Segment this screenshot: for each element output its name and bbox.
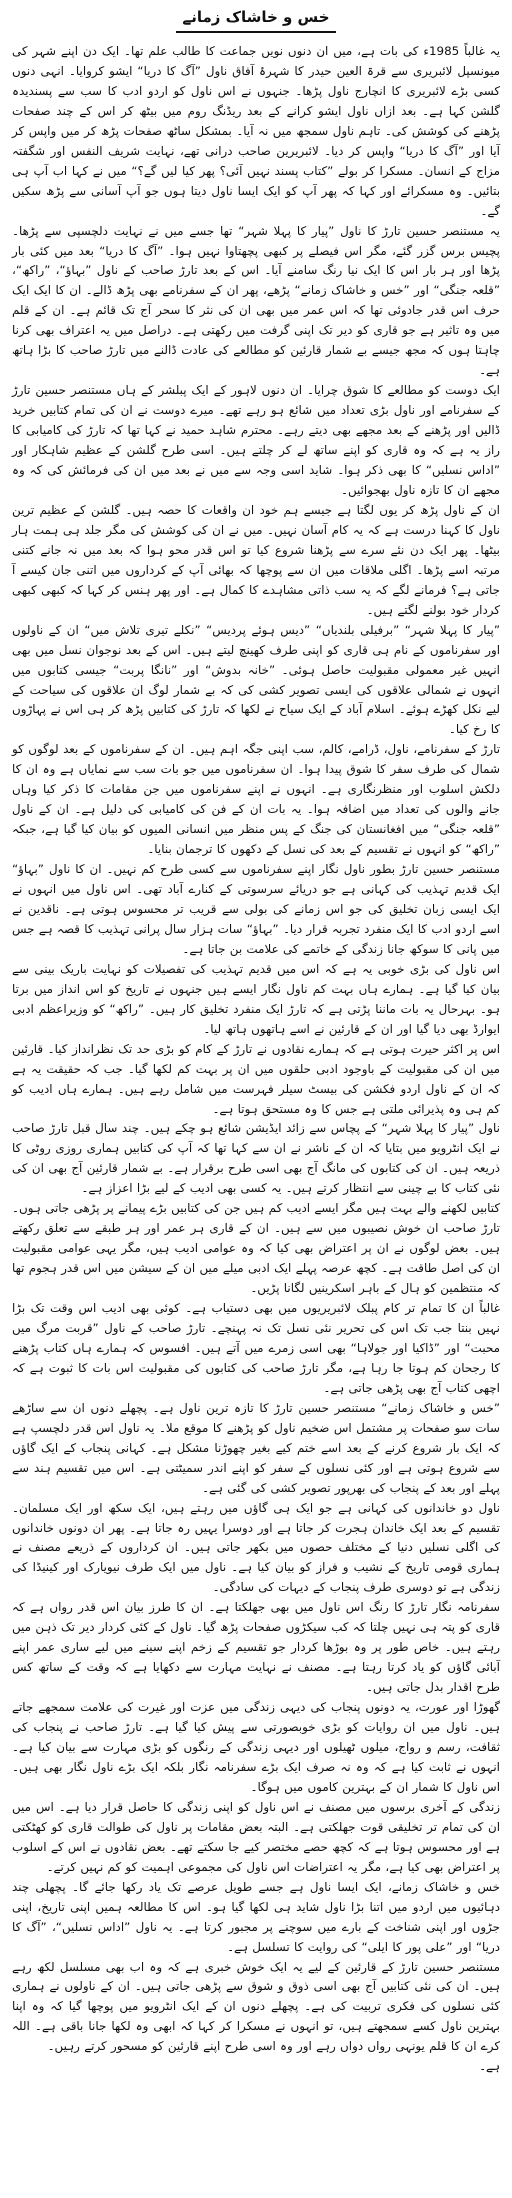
- paragraph: کتابیں لکھنے والے بہت ہیں مگر ایسے ادیب کم ہیں جن کی کتابیں بڑے پیمانے پر پڑھی جاتی ہوں۔ تارڑ صاحب ان خوش نصیبوں میں سے ہیں۔ ان کے قاری ہر عمر اور ہر طبقے سے تعلق رکھتے ہیں۔ بعض لوگوں نے ان پر اعتراض بھی کیا کہ وہ عوامی ادیب ہیں، مگر یہی عوامی مقبولیت ان کی اصل طاقت ہے۔ کچھ عرصہ پہلے ایک ادبی میلے میں ان کے سیشن میں اس قدر ہجوم تھا کہ منتظمین کو ہال کے باہر اسکرینیں لگانا پڑیں۔: [12, 1201, 500, 1296]
- paragraph: یہ مستنصر حسین تارڑ کا ناول ”پیار کا پہلا شہر“ تھا جسے میں نے نہایت دلچسپی سے پڑھا۔ پچیس برس گزر گئے، مگر اس فیصلے پر کبھی پچھتاوا نہیں ہوا۔ ”آگ کا دریا“ بعد میں کئی بار پڑھا اور ہر بار اس کا ایک نیا رنگ سامنے آیا۔ اس کے بعد تارڑ صاحب کے ناول ”بہاؤ“، ”راکھ“، ”قلعہ جنگی“ اور ”خس و خاشاک زمانے“ پڑھے، پھر ان کے سفرنامے بھی پڑھ ڈالے۔ ان کا ایک ایک حرف اس قدر جادوئی تھا کہ اس عمر میں بھی ان کی نثر کا سحر آج تک قائم ہے۔ ان کے قلم میں وہ تاثیر ہے جو قاری کو دیر تک اپنی گرفت میں رکھتی ہے۔ دراصل میں یہ اعتراف بھی کرنا چاہتا ہوں کہ مجھ جیسے بے شمار قارئین کو مطالعے کی عادت ڈالنے میں تارڑ صاحب کا بڑا ہاتھ ہے۔: [12, 223, 500, 378]
- paragraph: سفرنامہ نگار تارڑ کا رنگ اس ناول میں بھی جھلکتا ہے۔ ان کا طرز بیان اس قدر رواں ہے کہ قاری کو پتہ ہی نہیں چلتا کہ کب سیکڑوں صفحات پڑھ گیا۔ ناول کے کئی کردار دیر تک ذہن میں رہتے ہیں۔ خاص طور پر وہ بوڑھا کردار جو تقسیم کے زخم اپنے سینے میں لیے ساری عمر اپنے آبائی گاؤں کو یاد کرتا رہتا ہے۔ مصنف نے نہایت مہارت سے دکھایا ہے کہ وقت کے ساتھ کس طرح اقدار بدل جاتی ہیں۔: [12, 1600, 500, 1695]
- article-body: [12, 42, 500, 2077]
- paragraph: گھوڑا اور عورت، یہ دونوں پنجاب کی دیہی زندگی میں عزت اور غیرت کی علامت سمجھے جاتے ہیں۔ ناول میں ان روایات کو بڑی خوبصورتی سے پیش کیا گیا ہے۔ تارڑ صاحب نے پنجاب کی ثقافت، رسم و رواج، میلوں ٹھیلوں اور دیہی زندگی کے رنگوں کو بڑی مہارت سے بیان کیا ہے۔ انہوں نے ثابت کیا ہے کہ وہ نہ صرف ایک بڑے سفرنامہ نگار بلکہ ایک بڑے ناول نگار بھی ہیں۔ اس ناول کا شمار ان کے بہترین کاموں میں ہوگا۔: [12, 1700, 500, 1794]
- paragraph: ناول دو خاندانوں کی کہانی ہے جو ایک ہی گاؤں میں رہتے ہیں، ایک سکھ اور ایک مسلمان۔ تقسیم کے بعد ایک خاندان ہجرت کر جاتا ہے اور دوسرا یہیں رہ جاتا ہے۔ پھر ان دونوں خاندانوں کی اگلی نسلیں دنیا کے مختلف حصوں میں بکھر جاتی ہیں۔ ان کرداروں کے ذریعے مصنف نے ہماری قومی تاریخ کے نشیب و فراز کو بیان کیا ہے۔ ناول میں ایک طرف نیویارک اور کینیڈا کی زندگی ہے تو دوسری طرف پنجاب کے دیہات کی سادگی۔: [12, 1500, 500, 1595]
- paragraph: اس پر اکثر حیرت ہوتی ہے کہ ہمارے نقادوں نے تارڑ کے کام کو بڑی حد تک نظرانداز کیا۔ قارئین میں ان کی مقبولیت کے باوجود ادبی حلقوں میں ان پر بہت کم لکھا گیا۔ جب کہ حقیقت یہ ہے کہ ان کے ناول اردو فکشن کی بیسٹ سیلر فہرست میں شامل رہے ہیں۔ ہمارے ہاں ادیب کو کم ہی وہ پذیرائی ملتی ہے جس کا وہ مستحق ہوتا ہے۔: [12, 1041, 500, 1116]
- column-headline: خس و خاشاک زمانے: [176, 6, 335, 33]
- closing-line: ہے۔: [479, 2059, 500, 2074]
- paragraph: غالباً ان کا تمام تر کام پبلک لائبریریوں میں بھی دستیاب ہے۔ کوئی بھی ادیب اس وقت تک بڑا نہیں بنتا جب تک اس کی تحریر نئی نسل تک نہ پہنچے۔ تارڑ صاحب کے ناول ”قربت مرگ میں محبت“ اور ”ڈاکیا اور جولاہا“ بھی اسی زمرے میں آتے ہیں۔ افسوس کہ ہمارے ہاں کتاب پڑھنے کا رجحان کم ہوتا جا رہا ہے، مگر تارڑ صاحب کی کتابوں کی مقبولیت اس بات کا ثبوت ہے کہ اچھی کتاب آج بھی پڑھی جاتی ہے۔: [12, 1301, 500, 1395]
- paragraph: اس ناول کی بڑی خوبی یہ ہے کہ اس میں قدیم تہذیب کی تفصیلات کو نہایت باریک بینی سے بیان کیا گیا ہے۔ ہمارے ہاں بہت کم ناول نگار ایسے ہیں جنہوں نے تاریخ کو اس انداز میں برتا ہو۔ بہرحال یہ بات ماننا پڑتی ہے کہ تارڑ ایک منفرد تخلیق کار ہیں۔ ”راکھ“ کو وزیراعظم ادبی ایوارڈ بھی دیا گیا اور ان کے قارئین نے اسے ہاتھوں ہاتھ لیا۔: [12, 961, 500, 1036]
- paragraph: مستنصر حسین تارڑ بطور ناول نگار اپنے سفرناموں سے کسی طرح کم نہیں۔ ان کا ناول ”بہاؤ“ ایک قدیم تہذیب کی کہانی ہے جو دریائے سرسوتی کے کنارے آباد تھی۔ اس ناول میں انہوں نے ایک ایسی زبان تخلیق کی جو اس زمانے کی بولی سے قریب تر محسوس ہوتی ہے۔ ناقدین نے اسے اردو ادب کا ایک منفرد تجربہ قرار دیا۔ ”بہاؤ“ سات ہزار سال پرانی تہذیب کا قصہ ہے جس میں پانی کا سوکھ جانا زندگی کے خاتمے کی علامت بن جاتا ہے۔: [12, 862, 500, 956]
- paragraph: ناول ”پیار کا پہلا شہر“ کے پچاس سے زائد ایڈیشن شائع ہو چکے ہیں۔ چند سال قبل تارڑ صاحب نے ایک انٹرویو میں بتایا کہ ان کے ناشر نے ان سے کہا تھا کہ آپ کی کتابیں ہماری روزی روٹی کا ذریعہ ہیں۔ ان کی کتابوں کی مانگ آج بھی اسی طرح برقرار ہے۔ بے شمار قارئین آج بھی ان کی نئی کتاب کا بے چینی سے انتظار کرتے ہیں۔ یہ کسی بھی ادیب کے لیے بڑا اعزاز ہے۔: [12, 1121, 500, 1196]
- headline-container: [12, 6, 500, 38]
- paragraph: خس و خاشاک زمانے، ایک ایسا ناول ہے جسے طویل عرصے تک یاد رکھا جائے گا۔ پچھلی چند دہائیوں میں اردو میں اتنا بڑا ناول شاید ہی لکھا گیا ہو۔ اس کا مطالعہ ہمیں اپنی تاریخ، اپنی جڑوں اور اپنی شناخت کے بارے میں سوچنے پر مجبور کرتا ہے۔ یہ ناول ”اداس نسلیں“، ”آگ کا دریا“ اور ”علی پور کا ایلی“ کی روایت کا تسلسل ہے۔: [12, 1879, 500, 1954]
- paragraph: مستنصر حسین تارڑ کے قارئین کے لیے یہ ایک خوش خبری ہے کہ وہ اب بھی مسلسل لکھ رہے ہیں۔ ان کی نئی کتابیں آج بھی اسی ذوق و شوق سے پڑھی جاتی ہیں۔ ان کے ناولوں نے ہماری کئی نسلوں کی فکری تربیت کی ہے۔ پچھلے دنوں ان کے ایک انٹرویو میں پوچھا گیا کہ وہ اپنا بہترین ناول کسے سمجھتے ہیں، تو انہوں نے مسکرا کر کہا کہ ابھی وہ لکھا جانا باقی ہے۔ اللہ کرے ان کا قلم یونہی رواں دواں رہے اور وہ اسی طرح اپنے قارئین کو مسحور کرتے رہیں۔: [12, 1959, 500, 2054]
- paragraph: تارڑ کے سفرنامے، ناول، ڈرامے، کالم، سب اپنی جگہ اہم ہیں۔ ان کے سفرناموں کے بعد لوگوں کو شمال کی طرف سفر کا شوق پیدا ہوا۔ ان سفرناموں میں جو بات سب سے نمایاں ہے وہ ان کا دلکش اسلوب اور منظرنگاری ہے۔ انہوں نے اپنے سفرناموں میں جن مقامات کا ذکر کیا وہاں جانے والوں کی تعداد میں اضافہ ہوا۔ یہ بات ان کے فن کی کامیابی کی دلیل ہے۔ ان کے ناول ”قلعہ جنگی“ میں افغانستان کی جنگ کے پس منظر میں انسانی المیوں کو بیان کیا گیا ہے، جبکہ ”راکھ“ کو انہوں نے تقسیم کے بعد کی نسل کے دکھوں کا ترجمان بنایا۔: [12, 742, 500, 857]
- paragraph: ایک دوست کو مطالعے کا شوق چرایا۔ ان دنوں لاہور کے ایک پبلشر کے ہاں مستنصر حسین تارڑ کے سفرنامے اور ناول بڑی تعداد میں شائع ہو رہے تھے۔ میرے دوست نے ان کی تمام کتابیں خرید ڈالیں اور پڑھنے کے بعد مجھے بھی دیتے رہے۔ محترم شاہد حمید نے کہا تھا کہ تارڑ کی کامیابی کا راز یہ ہے کہ وہ قاری کو اپنے ساتھ لے کر چلتے ہیں۔ اسی طرح گلشن کے عظیم شاہکار اور ”اداس نسلیں“ کا بھی ذکر ہوا۔ شاید اسی وجہ سے میں نے بعد میں ان کی فرمائش کی کہ وہ مجھے ان کا تازہ ناول بھجوائیں۔: [12, 383, 500, 497]
- paragraph: ”خس و خاشاک زمانے“ مستنصر حسین تارڑ کا تازہ ترین ناول ہے۔ پچھلے دنوں ان سے ساڑھے سات سو صفحات پر مشتمل اس ضخیم ناول کو پڑھنے کا موقع ملا۔ یہ ناول اس قدر دلچسپ ہے کہ ایک بار شروع کرنے کے بعد اسے ختم کیے بغیر چھوڑنا مشکل ہے۔ کہانی پنجاب کے ایک گاؤں سے شروع ہوتی ہے اور کئی نسلوں کے سفر کو اپنے اندر سمیٹتی ہے۔ اس میں تقسیم ہند سے پہلے اور بعد کے پنجاب کی بھرپور تصویر کشی کی گئی ہے۔: [12, 1400, 500, 1495]
- paragraph: ”پیار کا پہلا شہر“ ”برفیلی بلندیاں“ ”دیس ہوئے پردیس“ ”نکلے تیری تلاش میں“ ان کے ناولوں اور سفرناموں کے نام ہی قاری کو اپنی طرف کھینچ لیتے ہیں۔ اس کے بعد نوجوان نسل میں بھی انہیں غیر معمولی مقبولیت حاصل ہوئی۔ ”خانہ بدوش“ اور ”نانگا پربت“ جیسی کتابوں میں انہوں نے شمالی علاقوں کی ایسی تصویر کشی کی کہ بے شمار لوگ ان علاقوں کی سیاحت کے لیے نکل کھڑے ہوئے۔ اسلام آباد کے ایک سیاح نے لکھا کہ تارڑ کی کتابیں پڑھ کر ہی اس نے پہاڑوں کا رخ کیا۔: [12, 622, 500, 737]
- paragraph: یہ غالباً 1985ء کی بات ہے، میں ان دنوں نویں جماعت کا طالب علم تھا۔ ایک دن اپنے شہر کی میونسپل لائبریری سے قرۃ العین حیدر کا شہرۂ آفاق ناول ”آگ کا دریا“ ایشو کروایا۔ انہی دنوں کسی بڑے لائبریری کا انچارج ناول پڑھا۔ جنہوں نے اس ناول کو اردو ادب کا سب سے پسندیدہ گلشن کہا ہے۔ بعد ازاں ناول ایشو کرانے کے بعد ریڈنگ روم میں بیٹھ کر اس کے چند صفحات پڑھنے کی کوشش کی۔ تاہم ناول سمجھ میں نہ آیا۔ بمشکل ساٹھ صفحات پڑھ کر میں واپس کر آیا اور ”آگ کا دریا“ واپس کر دیا۔ لائبریرین صاحب درانی تھے، نہایت شریف النفس اور شگفتہ مزاج کے انسان۔ مسکرا کر بولے ”کتاب پسند نہیں آئی؟ پھر کیا لیں گے؟“ میں نے کہا اب آپ ہی بتائیں۔ وہ مسکرائے اور کہا کہ پھر آپ کو ایک ایسا ناول دیتا ہوں جو آپ آسانی سے پڑھ سکیں گے۔: [12, 44, 501, 218]
- paragraph: زندگی کے آخری برسوں میں مصنف نے اس ناول کو اپنی زندگی کا حاصل قرار دیا ہے۔ اس میں ان کی تمام تر تخلیقی قوت جھلکتی ہے۔ البتہ بعض مقامات پر ناول کی طوالت قاری کو کھٹکتی ہے اور محسوس ہوتا ہے کہ کچھ حصے مختصر کیے جا سکتے تھے۔ بعض نقادوں نے اس کے اسلوب پر اعتراض بھی کیا ہے، مگر یہ اعتراضات اس ناول کی مجموعی اہمیت کو کم نہیں کرتے۔: [12, 1799, 500, 1874]
- paragraph: ان کے ناول پڑھ کر یوں لگتا ہے جیسے ہم خود ان واقعات کا حصہ ہیں۔ گلشن کے عظیم ترین ناول کا کہنا درست ہے کہ یہ کام آسان نہیں۔ میں نے ان کی کوشش کی مگر جلد ہی ہمت ہار بیٹھا۔ پھر ایک دن نئے سرے سے پڑھنا شروع کیا تو اس قدر محو ہوا کہ بعد میں نہ جانے کتنی مرتبہ اسے پڑھا۔ اگلی ملاقات میں ان سے پوچھا کہ بھائی آپ کے کرداروں میں اتنی جان کیسے آ جاتی ہے؟ فرمانے لگے کہ یہ سب ذاتی مشاہدے کا کمال ہے۔ اور پھر ہنس کر کہا کہ کبھی کبھی کردار خود بولنے لگتے ہیں۔: [12, 502, 500, 617]
